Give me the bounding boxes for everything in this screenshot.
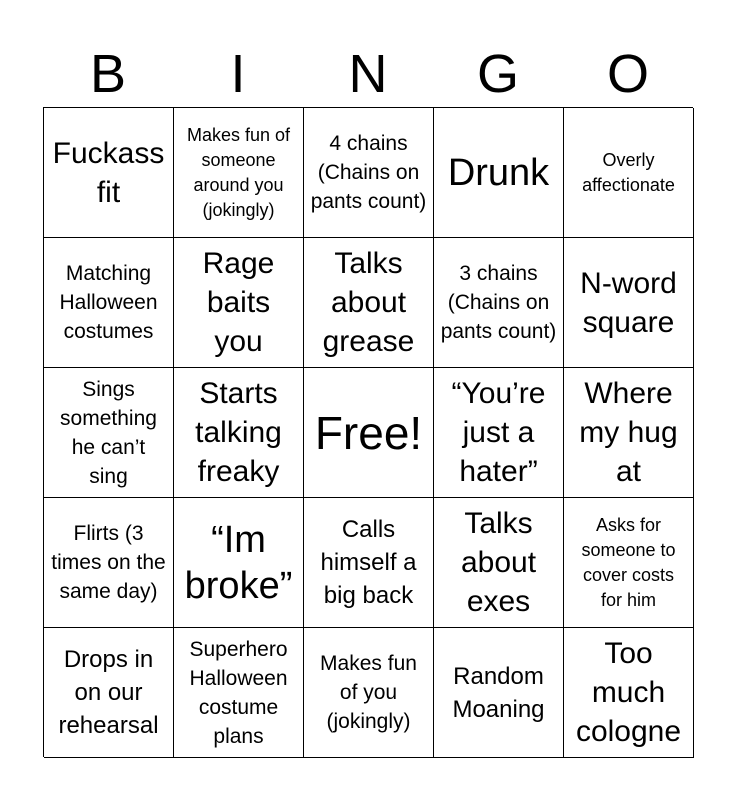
bingo-cell-r5-c5[interactable] [564, 628, 694, 758]
bingo-cell-text: 3 chains (Chains on pants count) [440, 262, 557, 343]
bingo-cell-r4-c4[interactable] [434, 498, 564, 628]
bingo-cell-r2-c3[interactable] [304, 238, 434, 368]
bingo-cell-r2-c5[interactable] [564, 238, 694, 368]
header-letter-i: I [230, 44, 246, 104]
bingo-cell-text: Drops in on our rehearsal [58, 646, 159, 739]
bingo-cell-text: Makes fun of someone around you (jokingly) [186, 124, 291, 220]
bingo-cell-text: “Im broke” [184, 518, 293, 607]
bingo-cell-text: Starts talking freaky [195, 377, 282, 488]
bingo-cell-text: Where my hug at [579, 377, 678, 488]
bingo-cell-text: Drunk [447, 151, 550, 194]
bingo-header [43, 42, 693, 106]
bingo-cell-text: Free! [314, 406, 423, 459]
bingo-cell-r2-c4[interactable] [434, 238, 564, 368]
header-letter-n: N [348, 44, 388, 104]
bingo-cell-r1-c4[interactable] [434, 108, 564, 238]
bingo-cell-r1-c5[interactable] [564, 108, 694, 238]
bingo-cell-text: Talks about exes [460, 507, 537, 618]
bingo-cell-r4-c2[interactable] [174, 498, 304, 628]
bingo-cell-r3-c4[interactable] [434, 368, 564, 498]
bingo-cell-text: 4 chains (Chains on pants count) [310, 132, 427, 213]
bingo-cell-text: Random Moaning [452, 662, 545, 723]
bingo-cell-text: Sings something he can’t sing [60, 377, 157, 488]
bingo-cell-r3-c1[interactable] [44, 368, 174, 498]
bingo-cell-text: Makes fun of you (jokingly) [320, 652, 417, 733]
bingo-cell-r2-c2[interactable] [174, 238, 304, 368]
bingo-cell-r4-c3[interactable] [304, 498, 434, 628]
bingo-cell-text: Rage baits you [202, 247, 275, 358]
bingo-cell-r1-c3[interactable] [304, 108, 434, 238]
bingo-board [43, 107, 693, 757]
bingo-cell-r1-c2[interactable] [174, 108, 304, 238]
bingo-cell-r5-c3[interactable] [304, 628, 434, 758]
bingo-cell-text: Superhero Halloween costume plans [189, 637, 288, 748]
bingo-cell-r1-c1[interactable] [44, 108, 174, 238]
header-letter-o: O [606, 44, 649, 104]
bingo-cell-text: Too much cologne [575, 637, 682, 748]
bingo-cell-text: Asks for someone to cover costs for him [581, 514, 676, 610]
bingo-cell-text: Matching Halloween costumes [59, 262, 158, 343]
bingo-cell-text: Talks about grease [322, 247, 415, 358]
bingo-cell-r5-c1[interactable] [44, 628, 174, 758]
bingo-cell-text: Overly affectionate [582, 149, 675, 195]
bingo-cell-r2-c1[interactable] [44, 238, 174, 368]
bingo-cell-r5-c2[interactable] [174, 628, 304, 758]
header-letter-b: B [89, 44, 127, 104]
bingo-cell-r3-c2[interactable] [174, 368, 304, 498]
bingo-cell-r4-c5[interactable] [564, 498, 694, 628]
header-letter-g: G [476, 44, 519, 104]
bingo-cell-text: N-word square [580, 266, 677, 339]
bingo-cell-r3-c5[interactable] [564, 368, 694, 498]
bingo-cell-text: Calls himself a big back [320, 516, 417, 609]
bingo-cell-r5-c4[interactable] [434, 628, 564, 758]
bingo-cell-r4-c1[interactable] [44, 498, 174, 628]
bingo-cell-text: Flirts (3 times on the same day) [51, 522, 166, 603]
bingo-cell-text: “You’re just a hater” [451, 377, 546, 488]
bingo-cell-free[interactable] [304, 368, 434, 498]
bingo-cell-text: Fuckass fit [52, 136, 165, 209]
